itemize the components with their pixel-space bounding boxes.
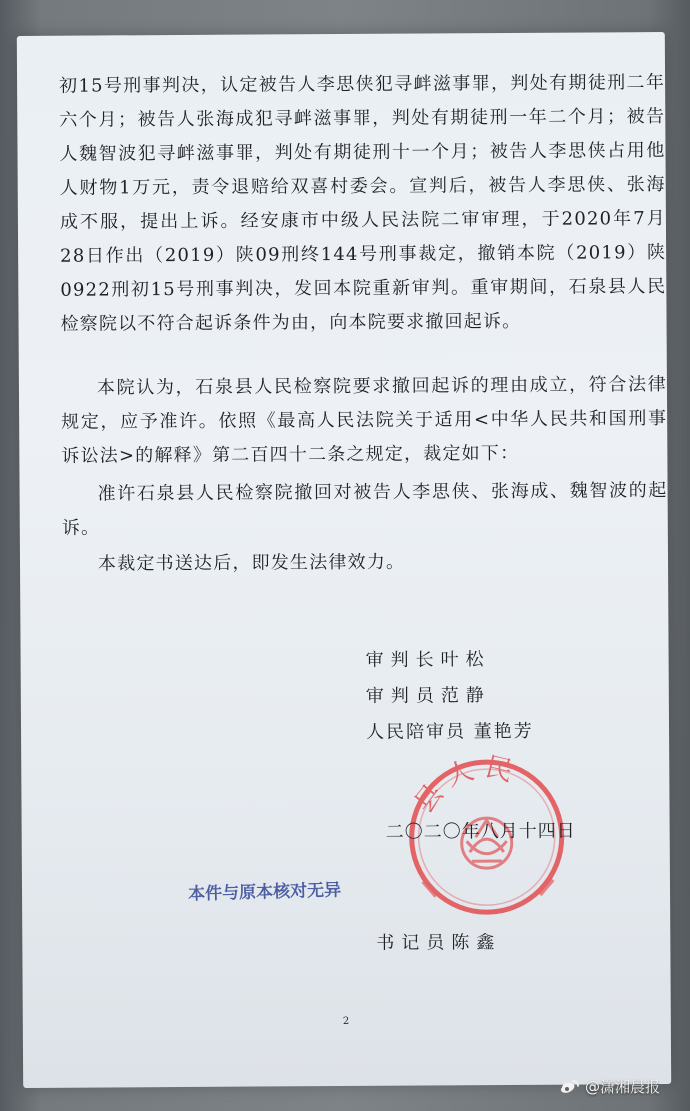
judgment-paragraph-history: 初15号刑事判决，认定被告人李思侠犯寻衅滋事罪，判处有期徒刑二年六个月；被告人张海成犯寻衅滋事罪，判处有期徒刑一年二个月；被告人魏智波犯寻衅滋事罪，判处有期徒刑十一个月；被告人李思侠占用他人财物1万元，责令退赔给双喜村委会。宣判后，被告人李思侠、张海成不服，提出上诉。经安康市中级人民法院二审审理，于2020年7月28日作出（2019）陕09刑终144号刑事裁定，撤销本院（2019）陕0922刑初15号刑事判决，发回本院重新审判。重审期间，石泉县人民检察院以不符合起诉条件为由，向本院要求撤回起诉。 <box>59 72 667 335</box>
seal-text: 县人民 <box>408 751 524 819</box>
people-assessor-signature: 人民陪审员 董艳芳 <box>365 720 534 743</box>
document-page <box>17 32 671 1088</box>
copy-verification-stamp: 本件与原本核对无异 <box>187 880 342 905</box>
page-number: 2 <box>342 1015 350 1028</box>
ruling-paragraph: 准许石泉县人民检察院撤回对被告人李思侠、张海成、魏智波的起诉。 <box>61 480 668 539</box>
weibo-icon <box>557 1078 579 1096</box>
court-opinion-paragraph: 本院认为，石泉县人民检察院要求撤回起诉的理由成立，符合法律规定，应予准许。依照《最高人民法院关于适用<中华人民共和国刑事诉讼法>的解释》第二百四十二条之规定，裁定如下： <box>61 374 668 467</box>
watermark-text: @潇湘晨报 <box>584 1078 660 1096</box>
source-watermark <box>557 1076 660 1097</box>
presiding-judge-signature: 审判长叶松 <box>365 649 491 671</box>
effect-paragraph: 本裁定书送达后，即发生法律效力。 <box>97 551 406 575</box>
clerk-signature: 书记员陈鑫 <box>376 932 502 954</box>
ruling-date: 二〇二〇年八月十四日 <box>385 820 576 843</box>
judge-signature: 审判员范静 <box>365 685 491 707</box>
